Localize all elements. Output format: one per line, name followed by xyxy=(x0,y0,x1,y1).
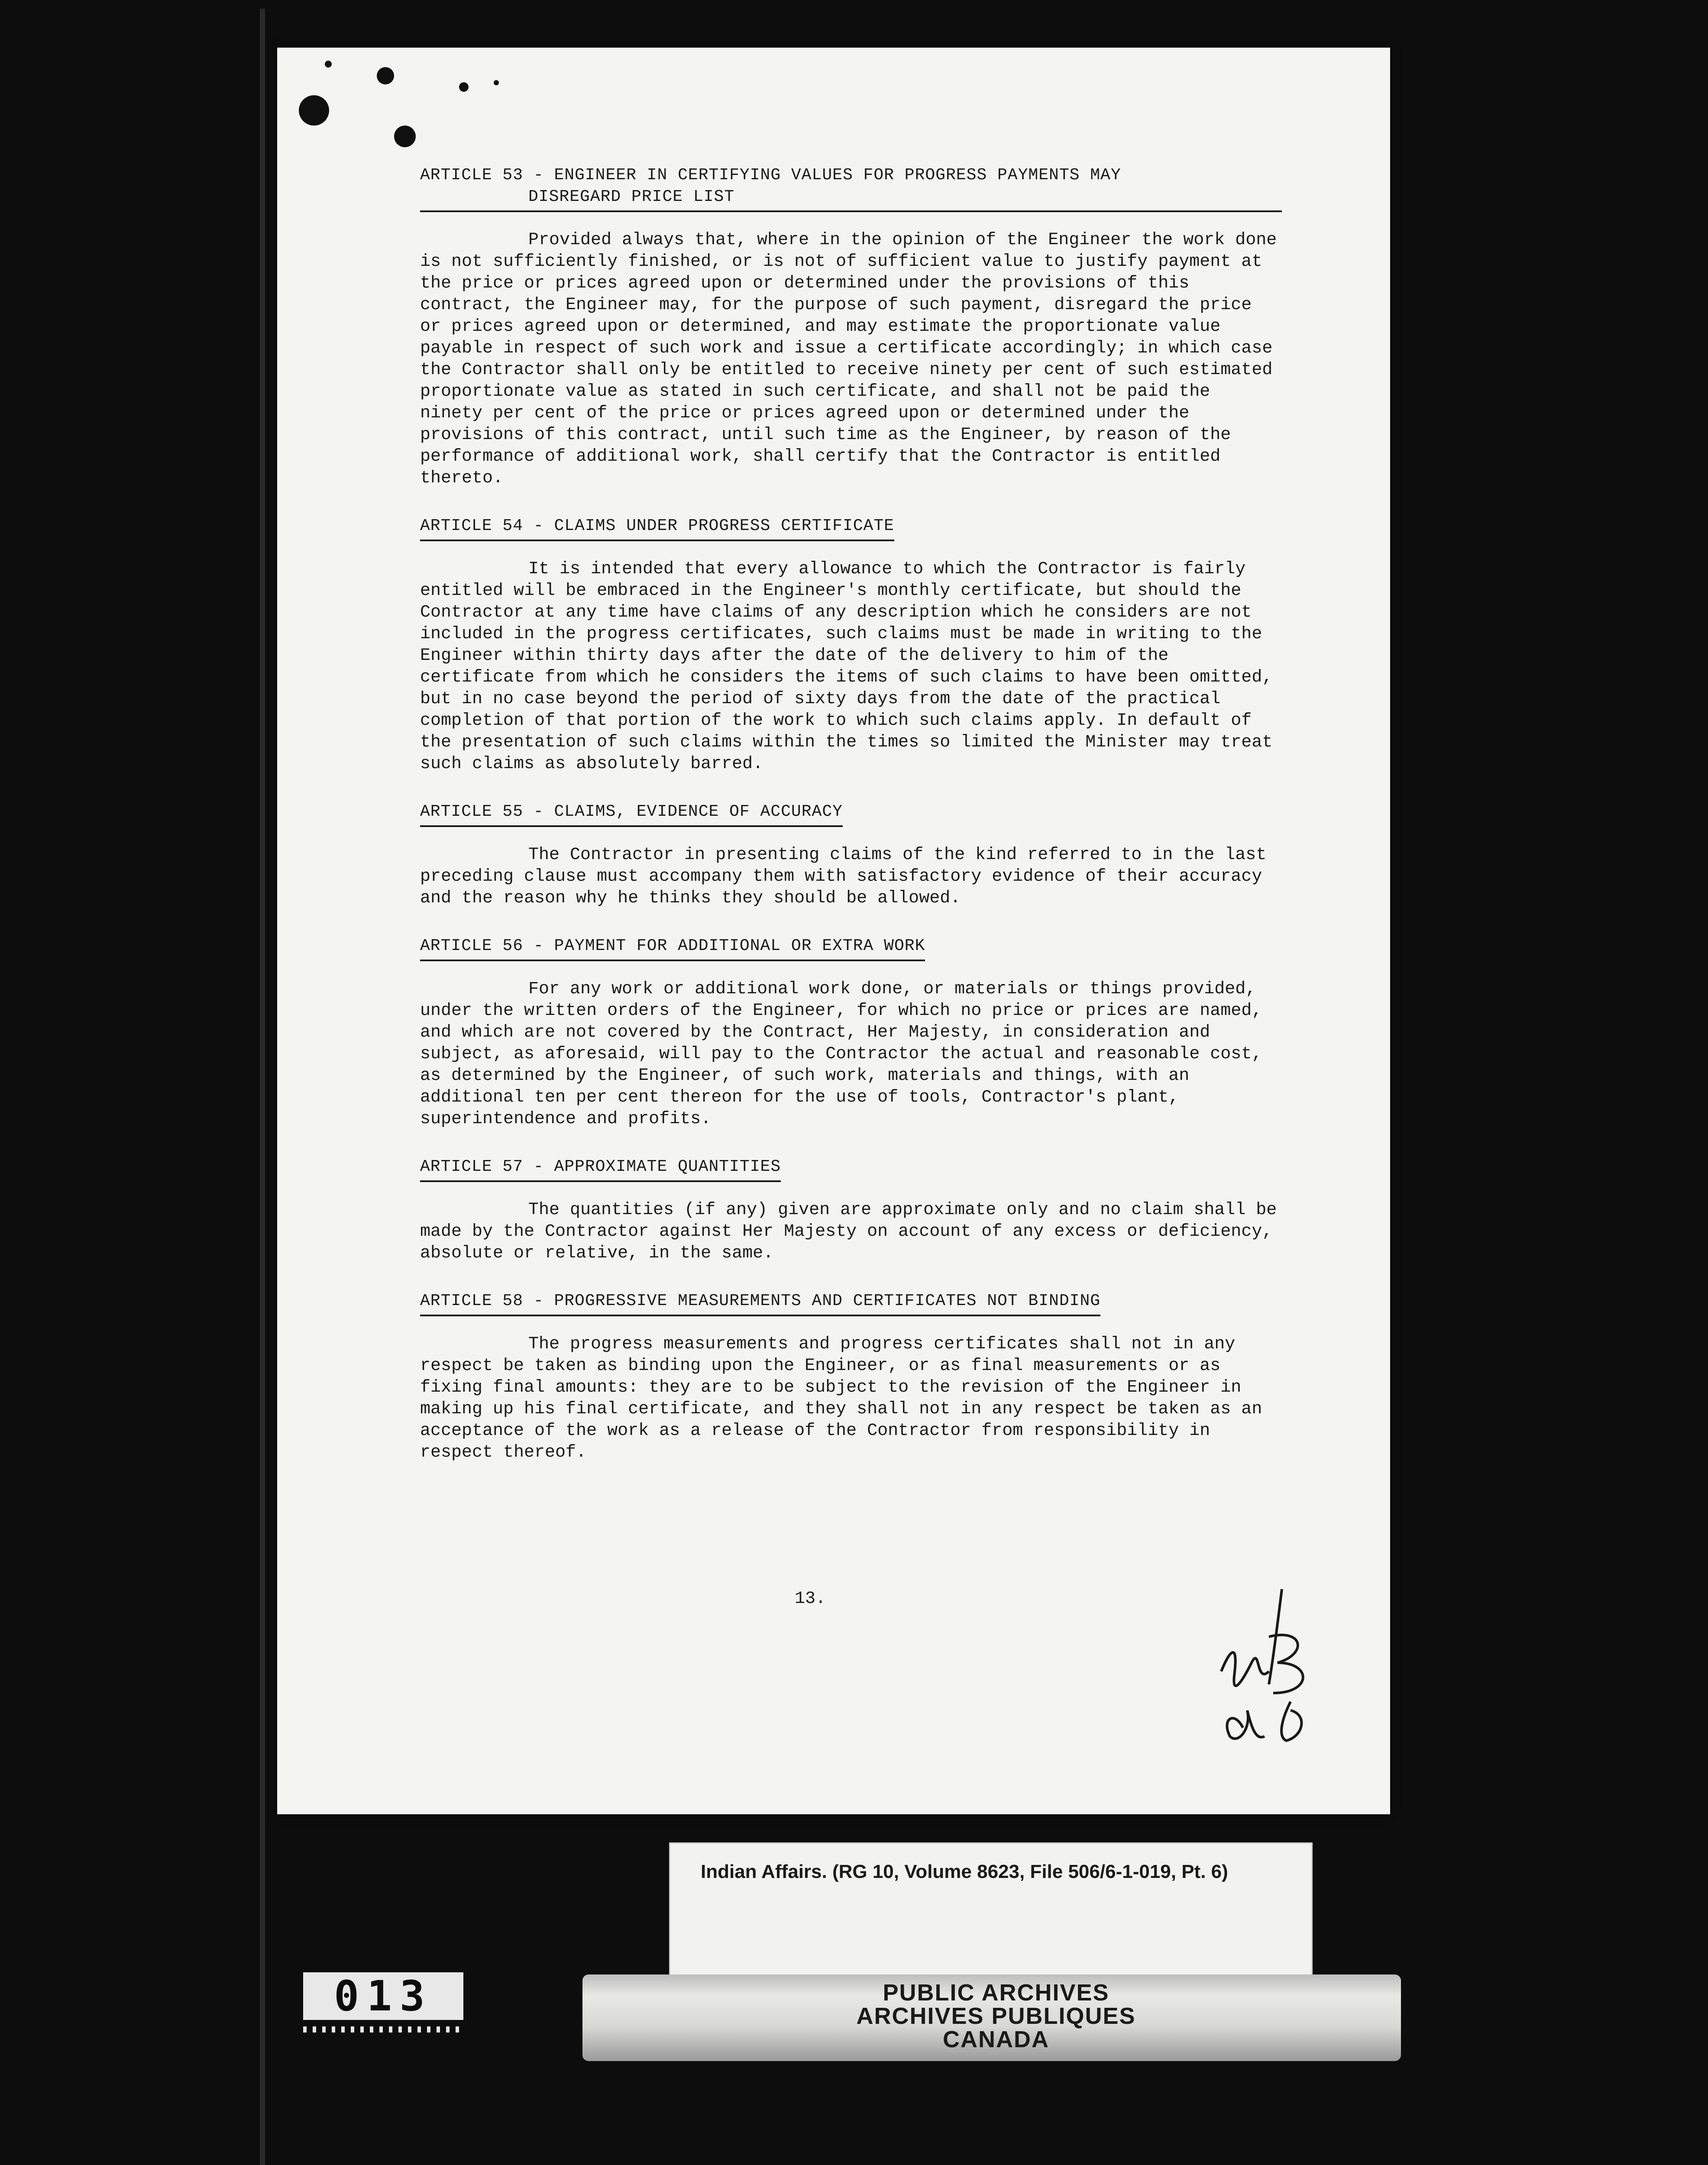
article-55 xyxy=(420,801,1282,827)
article-heading: ARTICLE 58 - PROGRESSIVE MEASUREMENTS AND CERTIFICATES NOT BINDING xyxy=(420,1290,1100,1316)
ink-blot xyxy=(394,126,416,147)
article-heading xyxy=(420,165,1282,212)
stamp-line2: ARCHIVES PUBLIQUES xyxy=(856,2003,1136,2029)
article-body: The quantities (if any) given are approximate only and no claim shall be made by the Contractor against Her Majesty on account of any excess or deficiency, absolute or relative, in the same. xyxy=(420,1200,1277,1263)
article-heading: ARTICLE 55 - CLAIMS, EVIDENCE OF ACCURACY xyxy=(420,801,843,827)
ink-blot xyxy=(377,67,394,84)
document-body xyxy=(420,165,1282,1464)
article-heading: ARTICLE 54 - CLAIMS UNDER PROGRESS CERTIFICATE xyxy=(420,515,894,541)
article-body: The Contractor in presenting claims of the kind referred to in the last preceding clause must accompany them with satisfactory evidence of their accuracy and the reason why he thinks they should be allowed. xyxy=(420,845,1267,908)
ink-blot xyxy=(494,80,499,85)
film-frame-edge xyxy=(260,9,265,2165)
archive-reference: Indian Affairs. (RG 10, Volume 8623, File 506/6-1-019, Pt. 6) xyxy=(701,1861,1228,1882)
stamp-line1: PUBLIC ARCHIVES xyxy=(883,1980,1110,2006)
article-body: For any work or additional work done, or materials or things provided, under the written orders of the Engineer, for which no price or prices are named, and which are not covered by the Contract, Her Majesty, in consideration and subject, as aforesaid, will pay to the Contractor the actual and reasonable cost, as determined by the Engineer, of such work, materials and things, with an additional ten per cent thereon for the use of tools, Contractor's plant, superintendence and profits. xyxy=(420,979,1262,1129)
article-54 xyxy=(420,515,1282,541)
heading-line2: DISREGARD PRICE LIST xyxy=(528,187,735,206)
article-58 xyxy=(420,1290,1282,1316)
frame-ticks xyxy=(303,2026,463,2033)
ink-blot xyxy=(299,95,329,126)
article-53 xyxy=(420,165,1282,212)
document-page xyxy=(277,48,1390,1814)
frame-number: 013 xyxy=(303,1972,463,2020)
stamp-line3: CANADA xyxy=(943,2026,1049,2052)
article-body: It is intended that every allowance to which the Contractor is fairly entitled will be embraced in the Engineer's monthly certificate, but should the Contractor at any time have claims of any description which he considers are not included in the progress certificates, such claims must be made in writing to the Engineer within thirty days after the date of the delivery to him of the certificate from which he considers the items of such claims to have been omitted, but in no case beyond the period of sixty days from the date of the practical completion of that portion of the work to which such claims apply. In default of the presentation of such claims within the times so limited the Minister may treat such claims as absolutely barred. xyxy=(420,559,1273,774)
article-body: Provided always that, where in the opinion of the Engineer the work done is not sufficiently finished, or is not of sufficient value to justify payment at the price or prices agreed upon or determined under the provisions of this contract, the Engineer may, for the purpose of such payment, disregard the price or prices agreed upon or determined, and may estimate the proportionate value payable in respect of such work and issue a certificate accordingly; in which case the Contractor shall only be entitled to receive ninety per cent of such estimated proportionate value as stated in such certificate, and shall not be paid the ninety per cent of the price or prices agreed upon or determined under the provisions of this contract, until such time as the Engineer, by reason of the performance of additional work, shall certify that the Contractor is entitled thereto. xyxy=(420,230,1277,488)
ink-blot xyxy=(459,82,469,92)
page-number: 13. xyxy=(795,1589,826,1609)
article-body: The progress measurements and progress certificates shall not in any respect be taken as binding upon the Engineer, or as final measurements or as fixing final amounts: they are to be subject to the revision of the Engineer in making up his final certificate, and they shall not in any respect be taken as an acceptance of the work as a release of the Contractor from responsibility in respect thereof. xyxy=(420,1335,1262,1462)
ink-blot xyxy=(325,61,332,68)
article-heading: ARTICLE 56 - PAYMENT FOR ADDITIONAL OR EXTRA WORK xyxy=(420,935,925,961)
heading-line1: ARTICLE 53 - ENGINEER IN CERTIFYING VALUES FOR PROGRESS PAYMENTS MAY xyxy=(420,166,1121,184)
handwritten-initials xyxy=(1204,1572,1334,1754)
article-56 xyxy=(420,935,1282,961)
article-heading: ARTICLE 57 - APPROXIMATE QUANTITIES xyxy=(420,1156,781,1182)
archive-stamp xyxy=(715,1981,1278,2055)
article-57 xyxy=(420,1156,1282,1182)
